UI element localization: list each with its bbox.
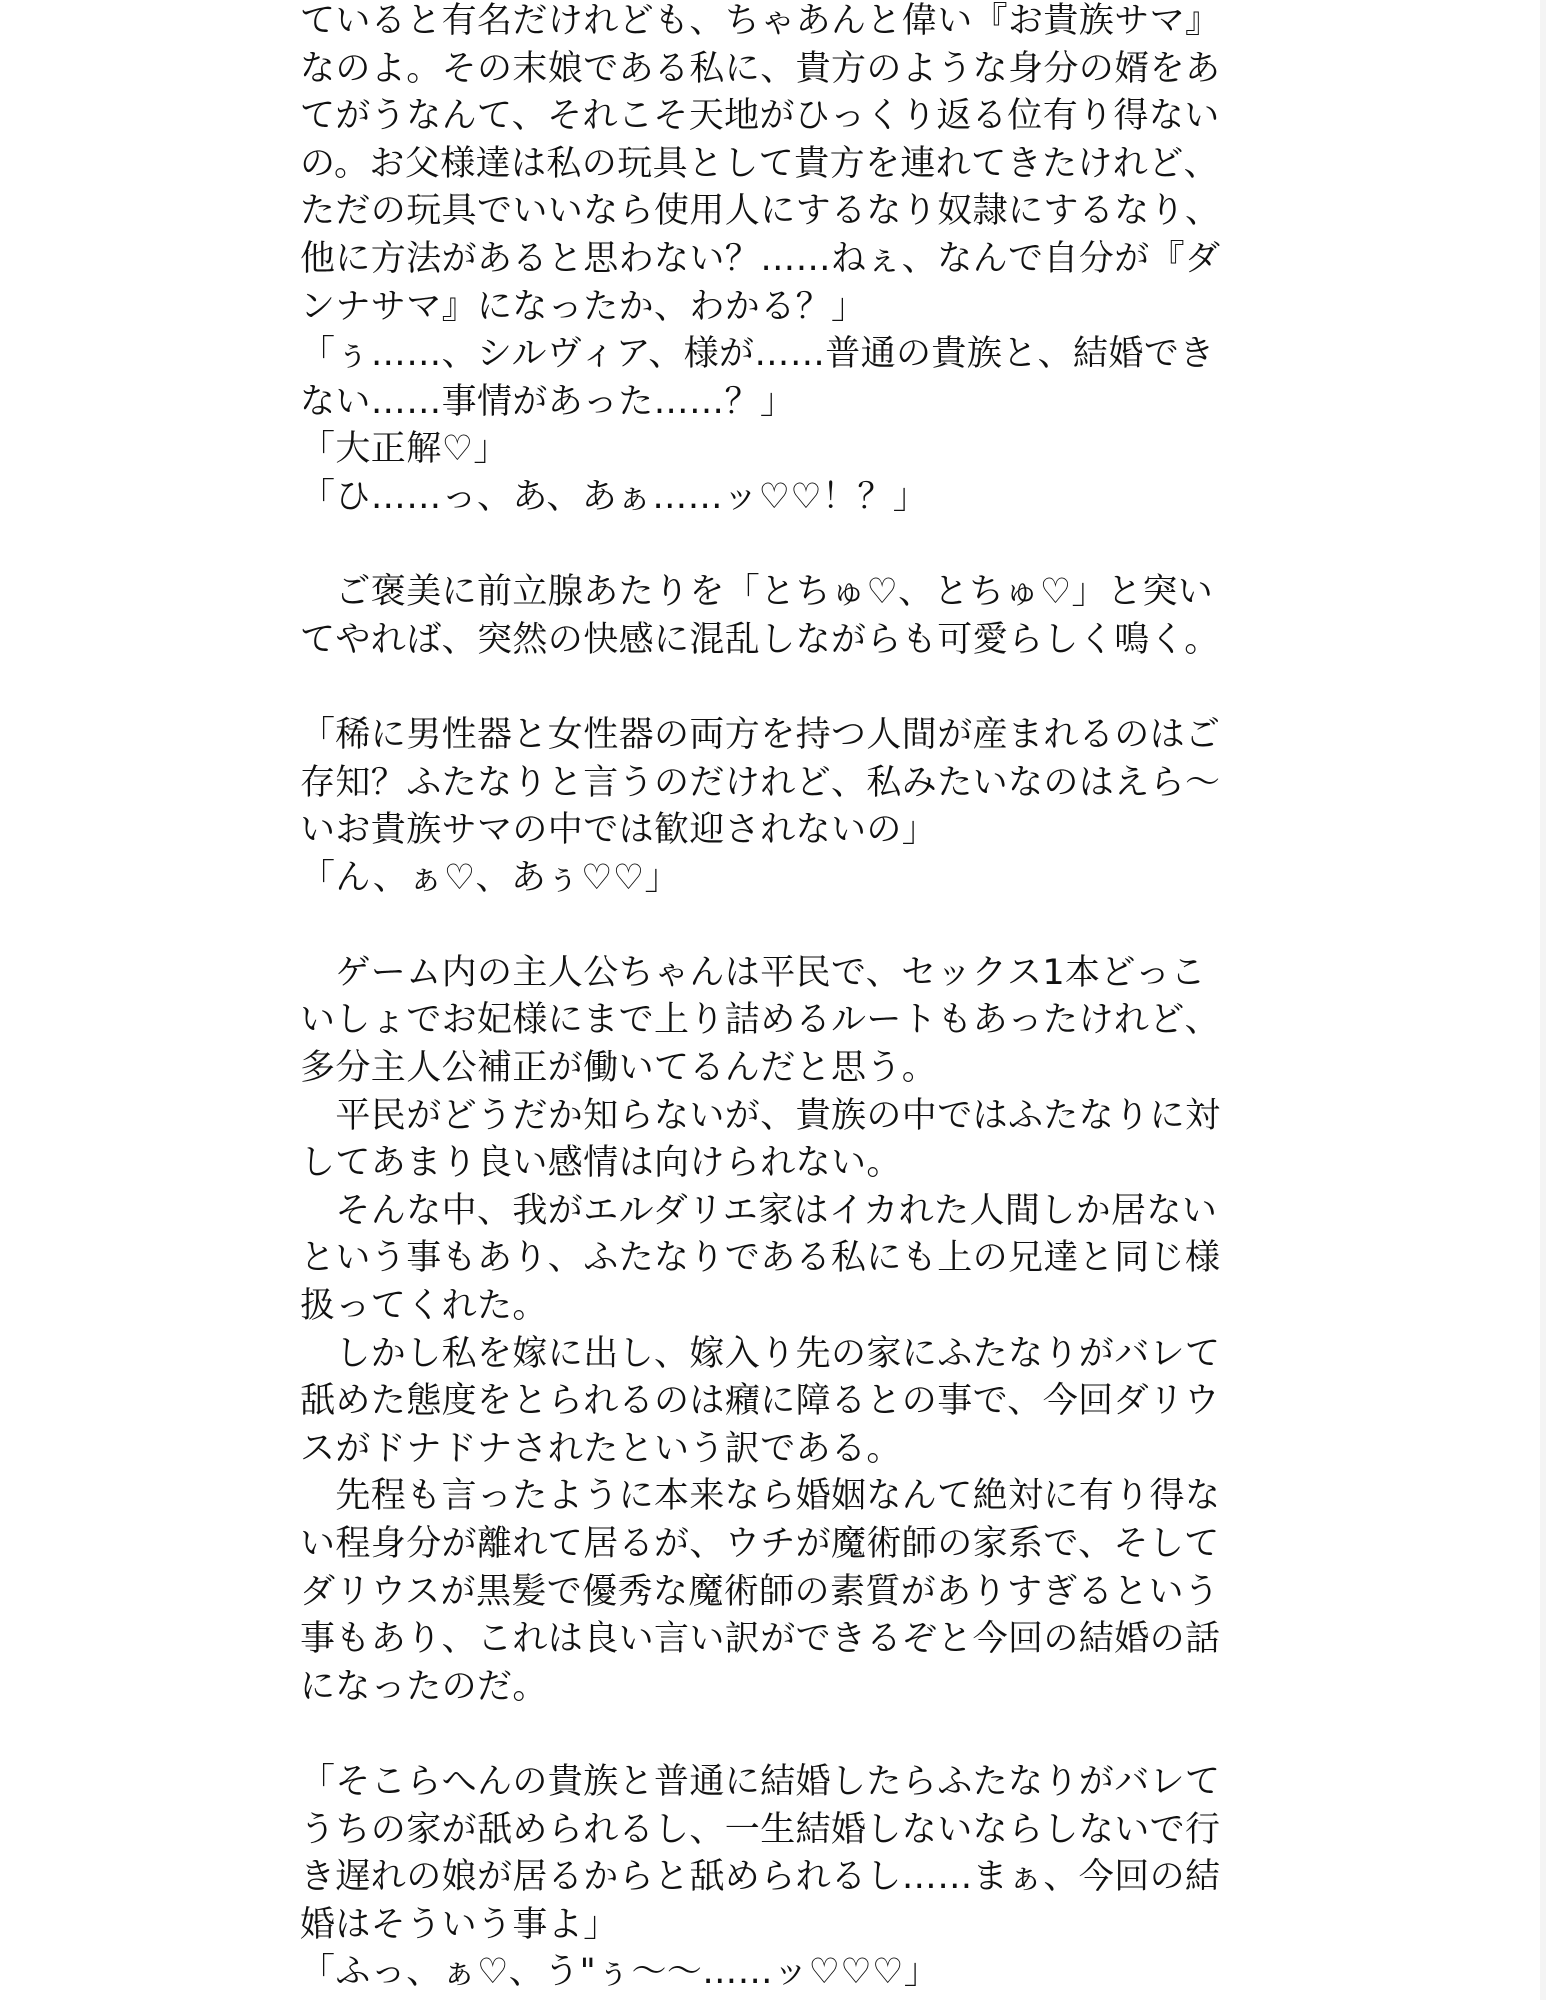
text-line: の。お父様達は私の玩具として貴方を連れてきたけれど、 (300, 143, 1220, 184)
text-line: てがうなんて、それこそ天地がひっくり返る位有り得ない (300, 96, 1220, 137)
text-line: 婚はそういう事よ」 (300, 1904, 619, 1945)
text-line: 「ふっ、ぁ♡、う"ぅ〜〜……ッ♡♡♡」 (300, 1952, 940, 1993)
text-line: 先程も言ったように本来なら婚姻なんて絶対に有り得な (300, 1476, 1221, 1517)
blank-line (300, 664, 1260, 712)
text-line: 事もあり、これは良い言い訳ができるぞと今回の結婚の話 (300, 1619, 1221, 1660)
text-line: 多分主人公補正が働いてるんだと思う。 (300, 1048, 938, 1089)
text-line: き遅れの娘が居るからと舐められるし……まぁ、今回の結 (300, 1857, 1221, 1898)
text-line: 扱ってくれた。 (300, 1286, 548, 1327)
text-line: 「稀に男性器と女性器の両方を持つ人間が産まれるのはご (300, 714, 1221, 755)
text-line: ゲーム内の主人公ちゃんは平民で、セックス1本どっこ (300, 952, 1206, 993)
text-line: いお貴族サマの中では歓迎されないの」 (300, 810, 938, 851)
text-line: い程身分が離れて居るが、ウチが魔術師の家系で、そして (300, 1524, 1220, 1564)
text-line: ただの玩具でいいなら使用人にするなり奴隷にするなり、 (300, 191, 1221, 232)
text-line: ンナサマ』になったか、わかる？」 (300, 286, 867, 327)
text-line: いしょでお妃様にまで上り詰めるルートもあったけれど、 (300, 1000, 1221, 1041)
text-line: という事もあり、ふたなりである私にも上の兄達と同じ様 (300, 1238, 1221, 1279)
text-line: になったのだ。 (300, 1666, 548, 1707)
text-line: 「大正解♡」 (300, 429, 509, 470)
blank-line (300, 522, 1260, 570)
text-line: スがドナドナされたという訳である。 (300, 1428, 902, 1469)
scrollbar[interactable] (1540, 0, 1546, 2000)
text-line: なのよ。その末娘である私に、貴方のような身分の婿をあ (300, 48, 1221, 89)
text-line: そんな中、我がエルダリエ家はイカれた人間しか居ない (300, 1190, 1218, 1231)
blank-line (300, 1711, 1260, 1759)
text-line: ていると有名だけれども、ちゃあんと偉い『お貴族サマ』 (300, 1, 1221, 41)
text-line: ない……事情があった……？」 (300, 381, 796, 422)
text-line: ダリウスが黒髪で優秀な魔術師の素質がありすぎるという (300, 1571, 1220, 1612)
text-line: してあまり良い感情は向けられない。 (300, 1143, 902, 1184)
text-line: 舐めた態度をとられるのは癪に障るとの事で、今回ダリウ (300, 1381, 1220, 1422)
text-line: 「ぅ……、シルヴィア、様が……普通の貴族と、結婚でき (300, 334, 1215, 375)
text-line: うちの家が舐められるし、一生結婚しないならしないで行 (300, 1809, 1221, 1850)
text-line: 他に方法があると思わない？……ねぇ、なんで自分が『ダ (300, 238, 1221, 279)
blank-line (300, 902, 1260, 950)
text-line: 「ひ……っ、あ、あぁ……ッ♡♡！？」 (300, 476, 929, 517)
text-line: ご褒美に前立腺あたりを「とちゅ♡、とちゅ♡」と突い (300, 572, 1214, 613)
text-line: 「そこらへんの貴族と普通に結婚したらふたなりがバレて (300, 1761, 1221, 1802)
text-line: しかし私を嫁に出し、嫁入り先の家にふたなりがバレて (300, 1333, 1221, 1374)
text-line: 存知？ふたなりと言うのだけれど、私みたいなのはえら〜 (300, 762, 1221, 803)
story-text (300, 0, 1260, 1997)
text-line: 平民がどうだか知らないが、貴族の中ではふたなりに対 (300, 1095, 1221, 1136)
text-line: 「ん、ぁ♡、あぅ♡♡」 (300, 857, 680, 898)
text-line: てやれば、突然の快感に混乱しながらも可愛らしく鳴く。 (300, 619, 1220, 660)
